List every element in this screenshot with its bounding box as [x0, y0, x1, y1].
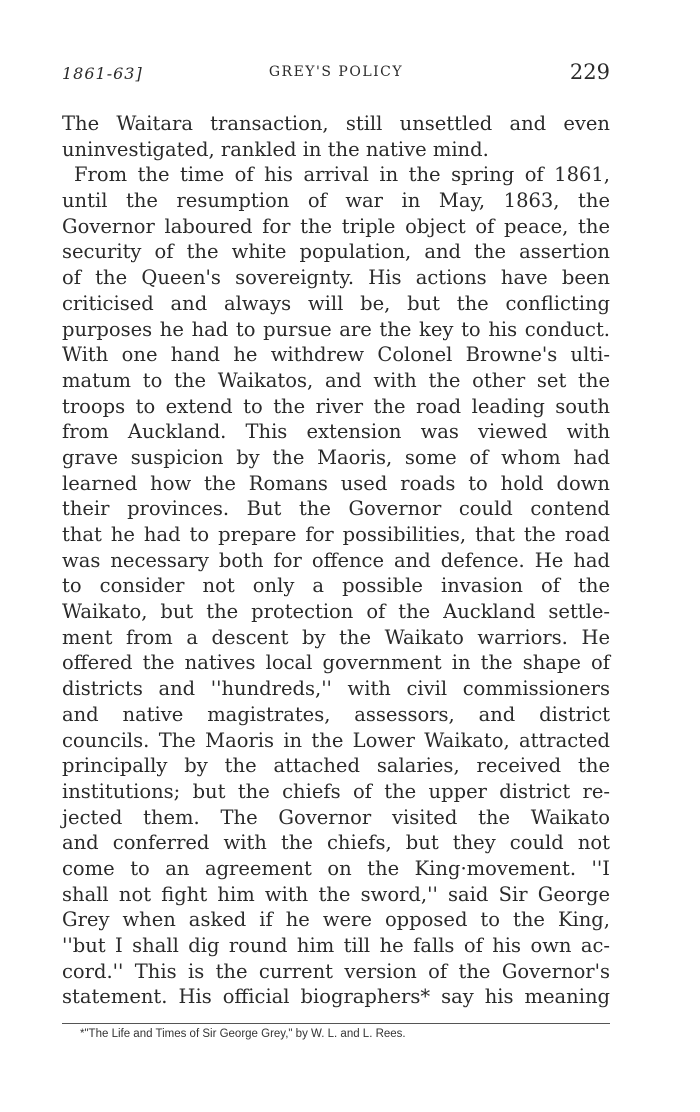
text-line: Governor laboured for the triple object of peace, the	[62, 214, 610, 238]
text-line: jected them. The Governor visited the Waikato	[62, 805, 610, 829]
text-line: The Waitara transaction, still unsettled and even	[62, 112, 610, 135]
text-line: was necessary both for offence and defence. He had	[62, 548, 610, 572]
text-line: ment from a descent by the Waikato warriors. He	[62, 625, 610, 649]
text-line: until the resumption of war in May, 1863, the	[62, 189, 610, 213]
text-line: their provinces. But the Governor could contend	[62, 497, 610, 521]
text-line: Grey when asked if he were opposed to the King,	[62, 908, 610, 932]
text-line: cord.'' This is the current version of the Governor's	[62, 959, 610, 983]
text-line: learned how the Romans used roads to hold down	[62, 471, 610, 495]
text-line: With one hand he withdrew Colonel Browne's ulti-	[62, 343, 610, 367]
body-text	[62, 111, 610, 1010]
text-line: purposes he had to pursue are the key to his conduct.	[62, 317, 610, 341]
text-line: that he had to prepare for possibilities, that the road	[62, 523, 610, 546]
text-line: From the time of his arrival in the spring of 1861,	[74, 163, 610, 187]
text-line: security of the white population, and the assertion	[62, 240, 610, 264]
running-head	[62, 60, 610, 90]
chapter-date-range: 1861-63]	[62, 64, 143, 83]
text-line: ''but I shall dig round him till he falls of his own ac-	[62, 934, 610, 957]
text-line: and native magistrates, assessors, and district	[62, 702, 610, 726]
text-line: councils. The Maoris in the Lower Waikato, attracted	[62, 728, 610, 752]
footnote: *"The Life and Times of Sir George Grey," by W. L. and L. Rees.	[80, 1028, 406, 1040]
text-line: shall not fight him with the sword,'' said Sir George	[62, 882, 610, 906]
text-line: Waikato, but the protection of the Auckland settle-	[62, 600, 610, 624]
text-line: from Auckland. This extension was viewed with	[62, 420, 610, 444]
text-line: of the Queen's sovereignty. His actions have been	[62, 266, 610, 290]
text-line: offered the natives local government in the shape of	[62, 651, 610, 675]
running-title: GREY'S POLICY	[268, 64, 404, 80]
text-line: to consider not only a possible invasion of the	[62, 574, 610, 598]
text-line: troops to extend to the river the road leading south	[62, 394, 610, 418]
text-line: come to an agreement on the King·movement. ''I	[62, 856, 610, 880]
text-line: principally by the attached salaries, received the	[62, 754, 610, 778]
text-line: institutions; but the chiefs of the upper district re-	[62, 779, 610, 803]
page-number: 229	[569, 60, 610, 84]
text-line: uninvestigated, rankled in the native mind.	[62, 137, 489, 161]
text-line: statement. His official biographers* say his meaning	[62, 985, 610, 1009]
text-line: criticised and always will be, but the conflicting	[62, 291, 610, 315]
text-line: districts and ''hundreds,'' with civil commissioners	[62, 677, 610, 701]
text-line: matum to the Waikatos, and with the other set the	[62, 368, 610, 392]
text-line: grave suspicion by the Maoris, some of whom had	[62, 445, 610, 469]
text-line: and conferred with the chiefs, but they could not	[62, 831, 610, 855]
footnote-divider	[62, 1023, 610, 1024]
